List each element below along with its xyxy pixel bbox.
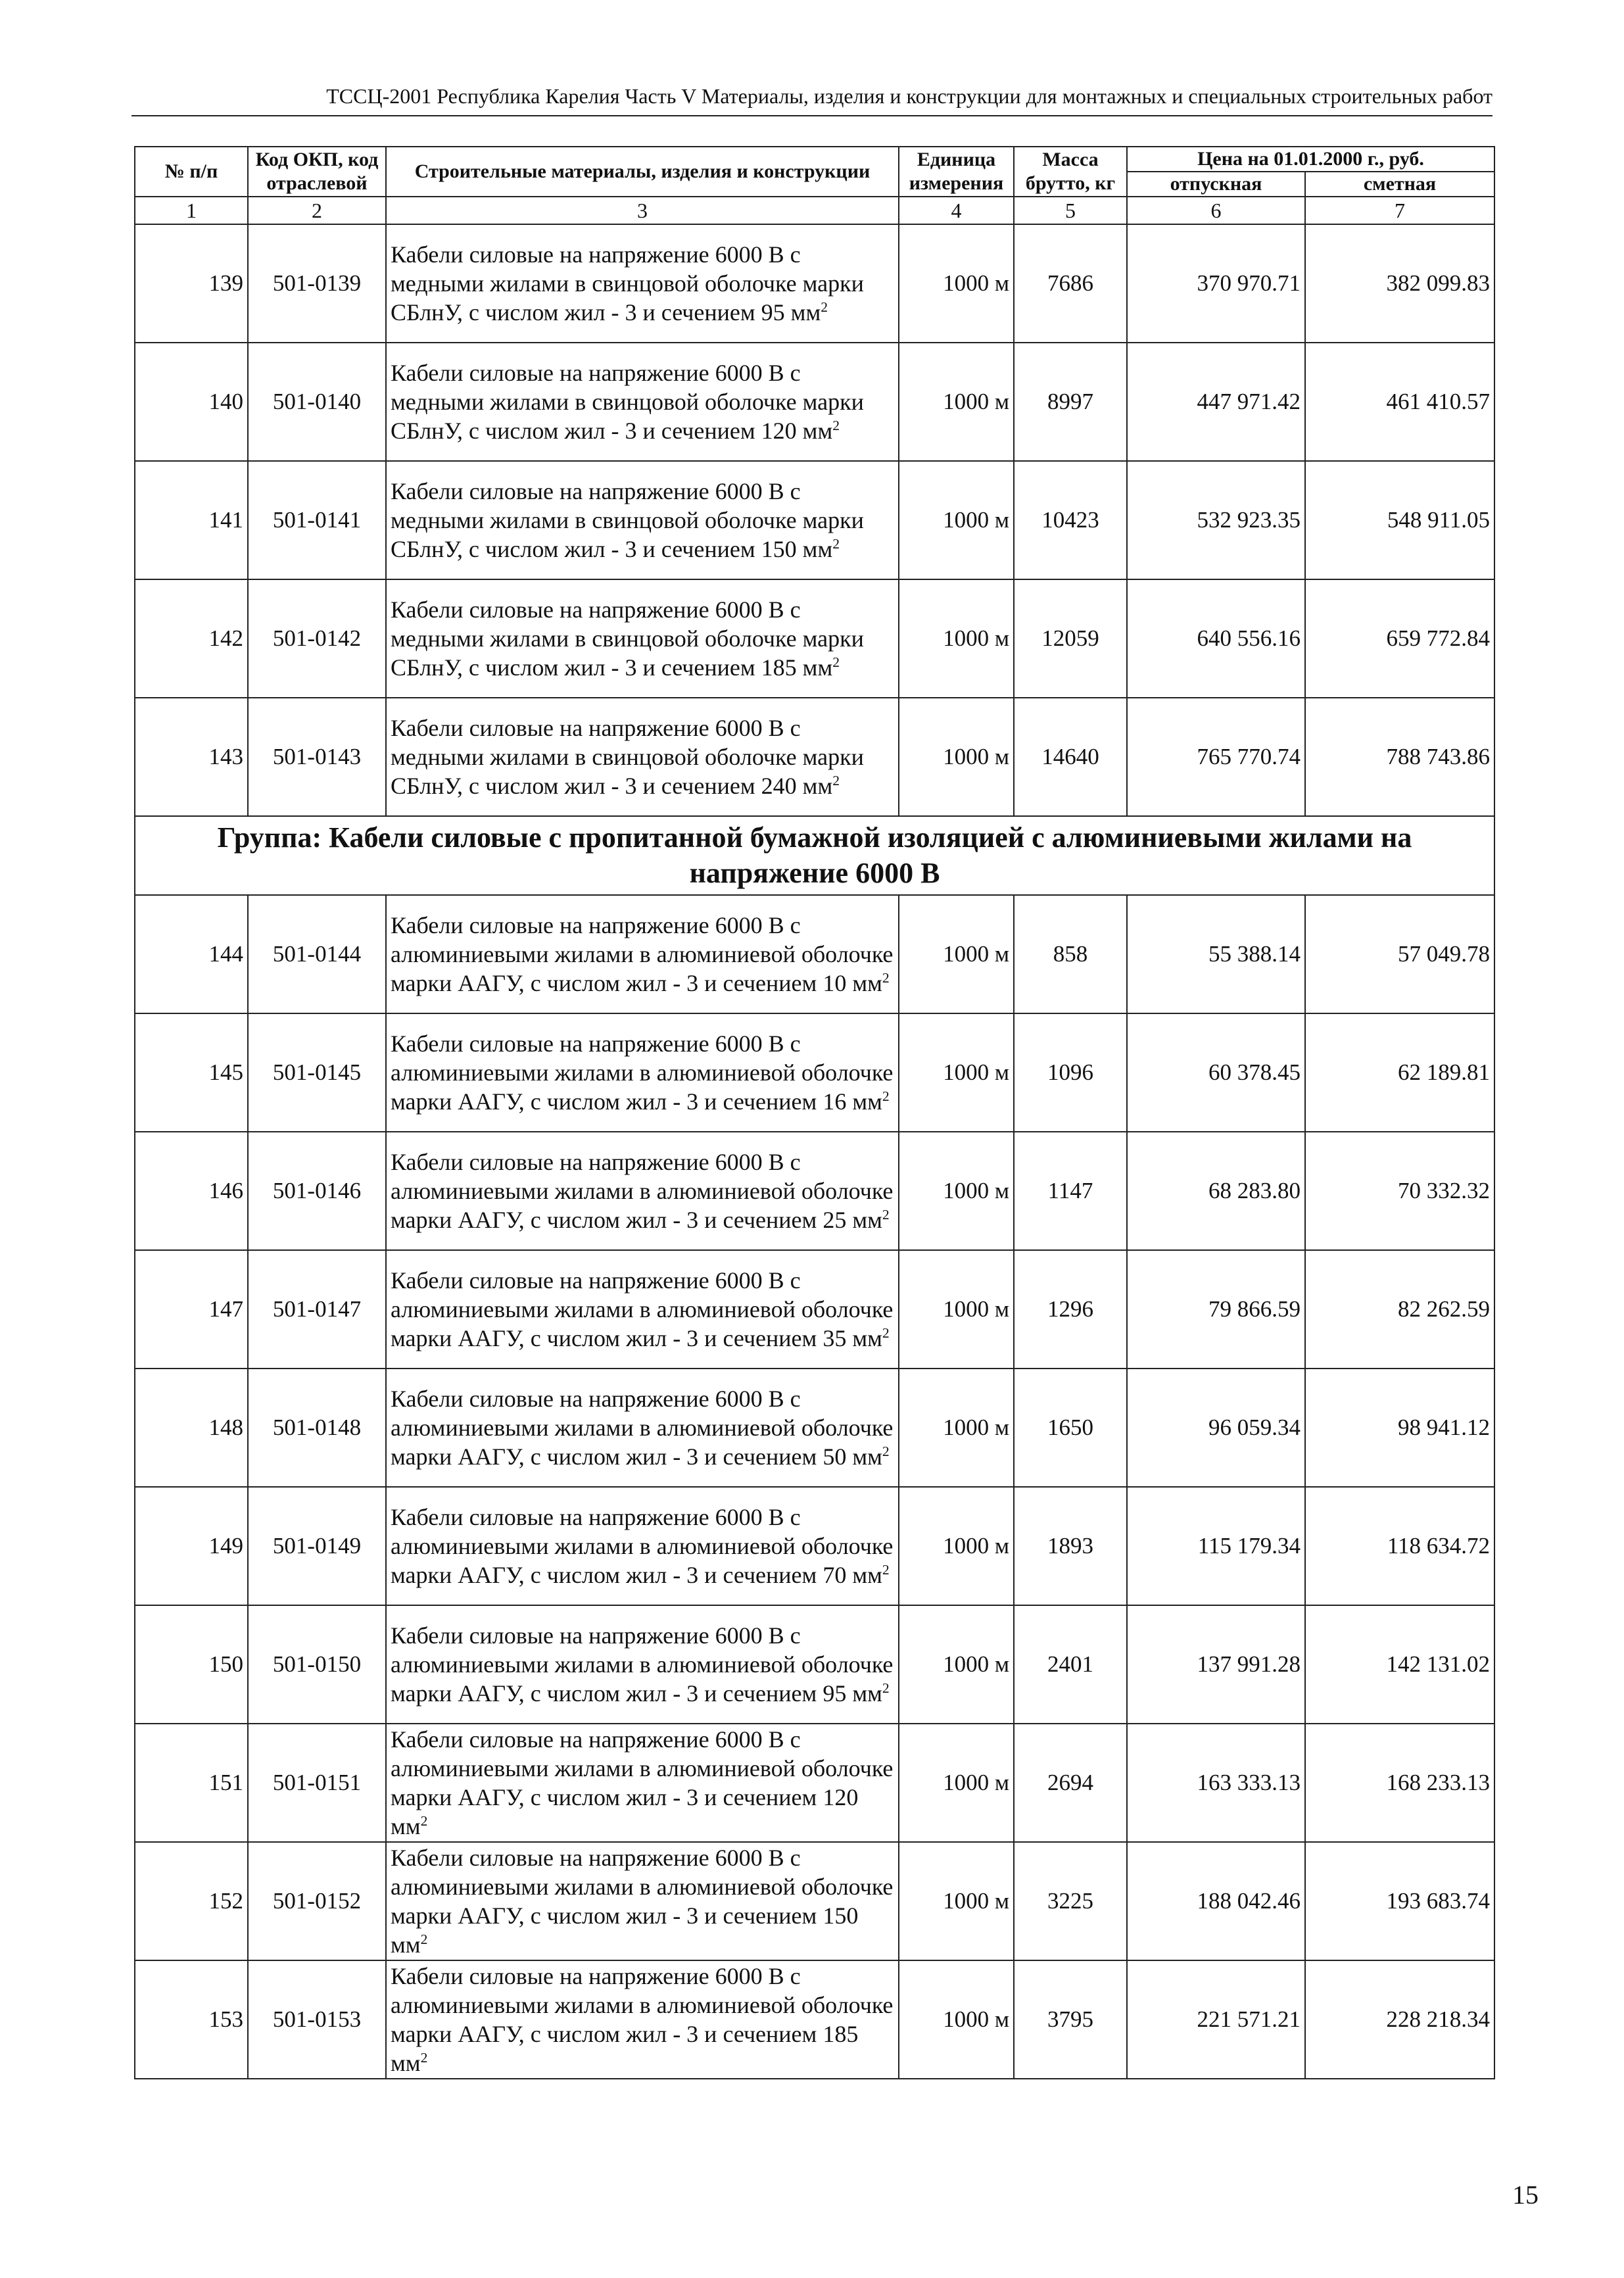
row-price-estimate — [1305, 1487, 1494, 1605]
row-code-text: 501-0146 — [272, 1178, 362, 1203]
row-number-text: 143 — [208, 744, 243, 769]
table-row — [135, 1605, 1494, 1724]
row-price-estimate-text: 98 941.12 — [1398, 1415, 1491, 1440]
row-price-estimate-text: 57 049.78 — [1398, 941, 1491, 967]
row-unit — [899, 1013, 1014, 1132]
row-number-text: 152 — [208, 1888, 243, 1914]
row-unit-text: 1000 м — [943, 1888, 1009, 1914]
row-price-estimate-text: 659 772.84 — [1386, 625, 1491, 651]
row-price-release — [1127, 343, 1305, 461]
row-price-release-text: 221 571.21 — [1197, 2006, 1301, 2032]
row-number-text: 142 — [208, 625, 243, 651]
row-code — [248, 1724, 386, 1842]
row-description — [386, 1960, 899, 2079]
row-unit — [899, 1487, 1014, 1605]
row-description — [386, 343, 899, 461]
row-mass-text: 8997 — [1047, 389, 1093, 414]
row-number — [135, 224, 248, 343]
row-price-estimate-text: 168 233.13 — [1386, 1770, 1491, 1795]
group-row — [135, 816, 1494, 895]
row-unit-text: 1000 м — [943, 389, 1009, 414]
row-unit — [899, 579, 1014, 698]
row-price-estimate — [1305, 1013, 1494, 1132]
row-code-text: 501-0143 — [272, 744, 362, 769]
row-code-text: 501-0152 — [272, 1888, 362, 1914]
row-price-estimate — [1305, 895, 1494, 1013]
row-description — [386, 579, 899, 698]
superscript: 2 — [832, 536, 840, 552]
table-row — [135, 1250, 1494, 1369]
row-price-estimate — [1305, 698, 1494, 816]
row-unit — [899, 1132, 1014, 1250]
row-number — [135, 1605, 248, 1724]
row-price-estimate — [1305, 461, 1494, 579]
row-unit — [899, 1724, 1014, 1842]
row-price-estimate — [1305, 1605, 1494, 1724]
row-mass — [1014, 1487, 1127, 1605]
row-description — [386, 1487, 899, 1605]
row-code-text: 501-0147 — [272, 1296, 362, 1322]
row-number-text: 140 — [208, 389, 243, 414]
row-unit — [899, 698, 1014, 816]
superscript: 2 — [882, 1325, 890, 1341]
table-row — [135, 343, 1494, 461]
row-description-text: Кабели силовые на напряжение 6000 В с алюминиевыми жилами в алюминиевой оболочке марки ААГУ, с числом жил - 3 и сечением 10 мм — [391, 912, 894, 996]
row-code-text: 501-0141 — [272, 507, 362, 533]
row-price-estimate — [1305, 343, 1494, 461]
row-description — [386, 224, 899, 343]
row-number — [135, 1487, 248, 1605]
row-mass-text: 2401 — [1047, 1651, 1093, 1677]
row-code-text: 501-0144 — [272, 941, 362, 967]
row-unit — [899, 224, 1014, 343]
row-unit-text: 1000 м — [943, 507, 1009, 533]
row-code — [248, 1960, 386, 2079]
row-unit-text: 1000 м — [943, 941, 1009, 967]
column-header-num: № п/п — [135, 147, 248, 197]
row-description — [386, 1132, 899, 1250]
row-price-estimate-text: 461 410.57 — [1386, 389, 1491, 414]
row-price-release — [1127, 1605, 1305, 1724]
row-price-estimate — [1305, 1724, 1494, 1842]
row-unit-text: 1000 м — [943, 1651, 1009, 1677]
superscript: 2 — [832, 654, 840, 670]
row-description — [386, 1605, 899, 1724]
column-number: 1 — [135, 197, 248, 224]
row-code-text: 501-0142 — [272, 625, 362, 651]
row-code-text: 501-0151 — [272, 1770, 362, 1795]
row-code — [248, 1013, 386, 1132]
column-number: 6 — [1127, 197, 1305, 224]
row-price-release — [1127, 461, 1305, 579]
superscript: 2 — [821, 299, 828, 315]
row-unit-text: 1000 м — [943, 1770, 1009, 1795]
superscript: 2 — [832, 418, 840, 433]
row-number-text: 144 — [208, 941, 243, 967]
row-price-release — [1127, 579, 1305, 698]
row-unit — [899, 1605, 1014, 1724]
row-price-release-text: 765 770.74 — [1197, 744, 1301, 769]
table-row — [135, 1960, 1494, 2079]
row-unit-text: 1000 м — [943, 625, 1009, 651]
column-header-desc: Строительные материалы, изделия и конструкции — [386, 147, 899, 197]
table-row — [135, 698, 1494, 816]
row-unit-text: 1000 м — [943, 1178, 1009, 1203]
row-mass — [1014, 1605, 1127, 1724]
column-number: 5 — [1014, 197, 1127, 224]
row-unit-text: 1000 м — [943, 744, 1009, 769]
row-mass-text: 1893 — [1047, 1533, 1093, 1559]
row-price-release — [1127, 224, 1305, 343]
row-price-release-text: 137 991.28 — [1197, 1651, 1301, 1677]
row-description-text: Кабели силовые на напряжение 6000 В с алюминиевыми жилами в алюминиевой оболочке марки ААГУ, с числом жил - 3 и сечением 120 мм — [391, 1726, 894, 1839]
row-price-release-text: 640 556.16 — [1197, 625, 1301, 651]
row-description — [386, 1369, 899, 1487]
row-number — [135, 461, 248, 579]
row-price-estimate-text: 382 099.83 — [1386, 270, 1491, 296]
row-code-text: 501-0149 — [272, 1533, 362, 1559]
row-mass-text: 3795 — [1047, 2006, 1093, 2032]
row-price-estimate-text: 228 218.34 — [1386, 2006, 1491, 2032]
row-unit — [899, 1842, 1014, 1960]
row-description — [386, 461, 899, 579]
column-header-mass: Масса брутто, кг — [1014, 147, 1127, 197]
row-description-text: Кабели силовые на напряжение 6000 В с медными жилами в свинцовой оболочке марки СБлнУ, с числом жил - 3 и сечением 95 мм — [391, 241, 864, 326]
table-row — [135, 579, 1494, 698]
row-mass-text: 12059 — [1041, 625, 1099, 651]
row-number-text: 149 — [208, 1533, 243, 1559]
row-mass — [1014, 1013, 1127, 1132]
row-description — [386, 1013, 899, 1132]
row-price-release-text: 447 971.42 — [1197, 389, 1301, 414]
row-price-release — [1127, 1960, 1305, 2079]
row-unit — [899, 1369, 1014, 1487]
row-mass — [1014, 895, 1127, 1013]
column-number: 3 — [386, 197, 899, 224]
row-unit-text: 1000 м — [943, 1296, 1009, 1322]
page-number: 15 — [1512, 2180, 1539, 2210]
row-price-release — [1127, 1487, 1305, 1605]
row-number — [135, 1369, 248, 1487]
table-row — [135, 224, 1494, 343]
row-description — [386, 698, 899, 816]
row-description-text: Кабели силовые на напряжение 6000 В с алюминиевыми жилами в алюминиевой оболочке марки ААГУ, с числом жил - 3 и сечением 185 мм — [391, 1963, 894, 2076]
table-row — [135, 895, 1494, 1013]
row-price-release — [1127, 1842, 1305, 1960]
row-number — [135, 1013, 248, 1132]
row-mass — [1014, 1250, 1127, 1369]
row-number-text: 151 — [208, 1770, 243, 1795]
row-mass — [1014, 1960, 1127, 2079]
row-number-text: 150 — [208, 1651, 243, 1677]
row-unit — [899, 1960, 1014, 2079]
row-price-release — [1127, 1132, 1305, 1250]
row-code-text: 501-0139 — [272, 270, 362, 296]
group-title: Группа: Кабели силовые с пропитанной бумажной изоляцией с алюминиевыми жилами на напряжение 6000 В — [135, 816, 1494, 895]
superscript: 2 — [882, 1443, 890, 1459]
row-number — [135, 1842, 248, 1960]
row-number-text: 147 — [208, 1296, 243, 1322]
row-unit-text: 1000 м — [943, 1415, 1009, 1440]
row-number-text: 146 — [208, 1178, 243, 1203]
row-code — [248, 343, 386, 461]
superscript: 2 — [882, 1680, 890, 1696]
table-row — [135, 1132, 1494, 1250]
row-price-release — [1127, 698, 1305, 816]
row-price-estimate — [1305, 1250, 1494, 1369]
row-code — [248, 1487, 386, 1605]
row-description-text: Кабели силовые на напряжение 6000 В с медными жилами в свинцовой оболочке марки СБлнУ, с числом жил - 3 и сечением 185 мм — [391, 596, 864, 681]
row-price-release-text: 96 059.34 — [1208, 1415, 1301, 1440]
row-mass — [1014, 698, 1127, 816]
row-price-release-text: 55 388.14 — [1208, 941, 1301, 967]
row-price-estimate-text: 62 189.81 — [1398, 1059, 1491, 1085]
row-description-text: Кабели силовые на напряжение 6000 В с медными жилами в свинцовой оболочке марки СБлнУ, с числом жил - 3 и сечением 240 мм — [391, 715, 864, 799]
table-row — [135, 461, 1494, 579]
row-code — [248, 698, 386, 816]
row-price-estimate — [1305, 1132, 1494, 1250]
row-unit-text: 1000 м — [943, 1059, 1009, 1085]
column-number: 2 — [248, 197, 386, 224]
row-price-estimate — [1305, 1960, 1494, 2079]
row-unit — [899, 895, 1014, 1013]
column-header-price-release: отпускная — [1127, 172, 1305, 197]
row-unit-text: 1000 м — [943, 1533, 1009, 1559]
row-mass-text: 10423 — [1041, 507, 1099, 533]
row-unit-text: 1000 м — [943, 2006, 1009, 2032]
row-price-release-text: 79 866.59 — [1208, 1296, 1301, 1322]
row-mass-text: 2694 — [1047, 1770, 1093, 1795]
column-header-unit: Единица измерения — [899, 147, 1014, 197]
superscript: 2 — [882, 1207, 890, 1223]
row-code — [248, 461, 386, 579]
row-number-text: 145 — [208, 1059, 243, 1085]
superscript: 2 — [882, 970, 890, 986]
row-mass-text: 1147 — [1047, 1178, 1093, 1203]
row-number-text: 139 — [208, 270, 243, 296]
column-header-price: Цена на 01.01.2000 г., руб. — [1127, 147, 1494, 172]
column-numbers-row — [135, 197, 1494, 224]
row-code — [248, 895, 386, 1013]
row-price-release — [1127, 1250, 1305, 1369]
superscript: 2 — [420, 1813, 428, 1829]
column-header-code: Код ОКП, код отраслевой — [248, 147, 386, 197]
table-row — [135, 1487, 1494, 1605]
row-number — [135, 1132, 248, 1250]
row-code — [248, 224, 386, 343]
row-description — [386, 1250, 899, 1369]
group-section — [135, 816, 1494, 895]
row-mass — [1014, 1724, 1127, 1842]
row-price-estimate — [1305, 1369, 1494, 1487]
row-unit-text: 1000 м — [943, 270, 1009, 296]
row-mass-text: 1296 — [1047, 1296, 1093, 1322]
row-price-release-text: 115 179.34 — [1197, 1533, 1301, 1559]
row-mass — [1014, 343, 1127, 461]
row-price-release — [1127, 895, 1305, 1013]
row-unit — [899, 1250, 1014, 1369]
row-code — [248, 1369, 386, 1487]
row-description-text: Кабели силовые на напряжение 6000 В с медными жилами в свинцовой оболочке марки СБлнУ, с числом жил - 3 и сечением 120 мм — [391, 360, 864, 444]
table-row — [135, 1842, 1494, 1960]
row-code — [248, 1842, 386, 1960]
row-description — [386, 895, 899, 1013]
superscript: 2 — [882, 1088, 890, 1104]
row-price-estimate-text: 118 634.72 — [1387, 1533, 1491, 1559]
row-price-release-text: 188 042.46 — [1197, 1888, 1301, 1914]
column-number: 4 — [899, 197, 1014, 224]
row-description-text: Кабели силовые на напряжение 6000 В с алюминиевыми жилами в алюминиевой оболочке марки ААГУ, с числом жил - 3 и сечением 25 мм — [391, 1149, 894, 1233]
row-unit — [899, 343, 1014, 461]
table-row — [135, 1013, 1494, 1132]
price-table — [134, 146, 1495, 2079]
row-mass-text: 7686 — [1047, 270, 1093, 296]
row-price-estimate — [1305, 224, 1494, 343]
row-code — [248, 579, 386, 698]
row-mass-text: 1096 — [1047, 1059, 1093, 1085]
row-price-release-text: 163 333.13 — [1197, 1770, 1301, 1795]
row-mass — [1014, 579, 1127, 698]
row-mass — [1014, 1842, 1127, 1960]
row-number-text: 141 — [208, 507, 243, 533]
row-number — [135, 698, 248, 816]
row-price-estimate-text: 193 683.74 — [1386, 1888, 1491, 1914]
row-code — [248, 1605, 386, 1724]
row-mass-text: 14640 — [1041, 744, 1099, 769]
row-mass — [1014, 224, 1127, 343]
row-price-release — [1127, 1724, 1305, 1842]
row-mass-text: 1650 — [1047, 1415, 1093, 1440]
table-row — [135, 1369, 1494, 1487]
row-number — [135, 579, 248, 698]
superscript: 2 — [420, 1931, 428, 1947]
row-description-text: Кабели силовые на напряжение 6000 В с алюминиевыми жилами в алюминиевой оболочке марки ААГУ, с числом жил - 3 и сечением 95 мм — [391, 1622, 894, 1707]
row-code-text: 501-0153 — [272, 2006, 362, 2032]
row-description-text: Кабели силовые на напряжение 6000 В с алюминиевыми жилами в алюминиевой оболочке марки ААГУ, с числом жил - 3 и сечением 50 мм — [391, 1386, 894, 1470]
column-header-price-estimate: сметная — [1305, 172, 1494, 197]
row-price-release — [1127, 1369, 1305, 1487]
table-row — [135, 1724, 1494, 1842]
row-number — [135, 343, 248, 461]
row-description-text: Кабели силовые на напряжение 6000 В с медными жилами в свинцовой оболочке марки СБлнУ, с числом жил - 3 и сечением 150 мм — [391, 478, 864, 562]
row-unit — [899, 461, 1014, 579]
row-description-text: Кабели силовые на напряжение 6000 В с алюминиевыми жилами в алюминиевой оболочке марки ААГУ, с числом жил - 3 и сечением 16 мм — [391, 1030, 894, 1115]
row-price-estimate-text: 82 262.59 — [1398, 1296, 1491, 1322]
row-price-estimate-text: 70 332.32 — [1398, 1178, 1491, 1203]
row-description-text: Кабели силовые на напряжение 6000 В с алюминиевыми жилами в алюминиевой оболочке марки ААГУ, с числом жил - 3 и сечением 70 мм — [391, 1504, 894, 1588]
page-header: ТССЦ-2001 Республика Карелия Часть V Материалы, изделия и конструкции для монтажных и специальных строительных работ — [131, 84, 1493, 116]
row-number — [135, 1250, 248, 1369]
row-price-release-text: 68 283.80 — [1208, 1178, 1301, 1203]
superscript: 2 — [420, 2050, 428, 2066]
row-number — [135, 895, 248, 1013]
row-price-estimate-text: 548 911.05 — [1387, 507, 1491, 533]
row-code-text: 501-0148 — [272, 1415, 362, 1440]
row-price-release-text: 532 923.35 — [1197, 507, 1301, 533]
row-price-estimate — [1305, 1842, 1494, 1960]
table-body-part1 — [135, 224, 1494, 816]
column-number: 7 — [1305, 197, 1494, 224]
row-mass — [1014, 1369, 1127, 1487]
row-code — [248, 1250, 386, 1369]
row-description-text: Кабели силовые на напряжение 6000 В с алюминиевыми жилами в алюминиевой оболочке марки ААГУ, с числом жил - 3 и сечением 35 мм — [391, 1267, 894, 1351]
row-number — [135, 1960, 248, 2079]
row-code-text: 501-0145 — [272, 1059, 362, 1085]
row-description-text: Кабели силовые на напряжение 6000 В с алюминиевыми жилами в алюминиевой оболочке марки ААГУ, с числом жил - 3 и сечением 150 мм — [391, 1845, 894, 1958]
row-description — [386, 1724, 899, 1842]
row-price-estimate — [1305, 579, 1494, 698]
row-code-text: 501-0140 — [272, 389, 362, 414]
row-number — [135, 1724, 248, 1842]
superscript: 2 — [832, 773, 840, 788]
superscript: 2 — [882, 1562, 890, 1578]
row-description — [386, 1842, 899, 1960]
row-number-text: 148 — [208, 1415, 243, 1440]
row-price-estimate-text: 142 131.02 — [1386, 1651, 1491, 1677]
row-mass — [1014, 461, 1127, 579]
row-price-release-text: 370 970.71 — [1197, 270, 1301, 296]
row-mass-text: 3225 — [1047, 1888, 1093, 1914]
row-price-release — [1127, 1013, 1305, 1132]
row-price-release-text: 60 378.45 — [1208, 1059, 1301, 1085]
row-mass — [1014, 1132, 1127, 1250]
row-number-text: 153 — [208, 2006, 243, 2032]
row-price-estimate-text: 788 743.86 — [1386, 744, 1491, 769]
row-mass-text: 858 — [1053, 941, 1088, 967]
table-body-part2 — [135, 895, 1494, 2079]
row-code-text: 501-0150 — [272, 1651, 362, 1677]
row-code — [248, 1132, 386, 1250]
